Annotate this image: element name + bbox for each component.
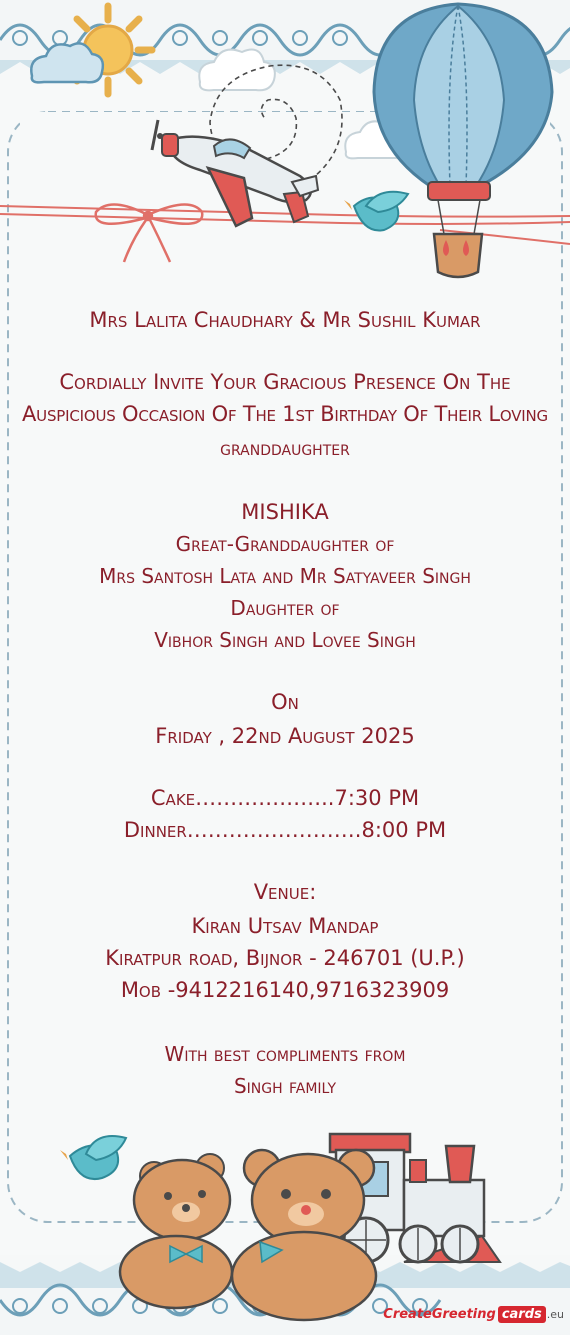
relation-daughter: Daughter of — [230, 596, 340, 620]
watermark-part-1: CreateGreeting — [383, 1306, 496, 1322]
watermark-part-3: .eu — [546, 1307, 564, 1321]
invite-line-2: Auspicious Occasion Of The 1st Birthday Of Their Loving — [22, 402, 548, 426]
venue-label: Venue: — [253, 880, 317, 904]
event-date: Friday , 22nd August 2025 — [155, 724, 415, 748]
great-grandparents-names: Mrs Santosh Lata and Mr Satyaveer Singh — [99, 564, 471, 588]
watermark-part-2: cards — [498, 1306, 546, 1323]
invite-line-1: Cordially Invite Your Gracious Presence On The — [59, 370, 511, 394]
invite-line-3: granddaughter — [220, 436, 350, 460]
venue-address: Kiratpur road, Bijnor - 246701 (U.P.) — [105, 946, 465, 970]
relation-great-granddaughter: Great-Granddaughter of — [175, 532, 395, 556]
site-watermark — [383, 1303, 564, 1325]
compliments-line: With best compliments from — [164, 1042, 406, 1066]
bird-bottom-icon — [60, 1136, 126, 1179]
child-name: MISHIKA — [241, 500, 329, 524]
hot-air-balloon-icon — [374, 4, 552, 277]
parents-names: Vibhor Singh and Lovee Singh — [154, 628, 416, 652]
hosts-line: Mrs Lalita Chaudhary & Mr Sushil Kumar — [89, 308, 481, 332]
family-name: Singh family — [233, 1074, 337, 1098]
venue-name: Kiran Utsav Mandap — [191, 914, 379, 938]
mobile-numbers: Mob -9412216140,9716323909 — [120, 978, 450, 1002]
teddy-bear-small-icon — [120, 1154, 232, 1308]
bow-icon — [96, 204, 203, 262]
on-label: On — [271, 690, 299, 714]
ribbon-string — [0, 206, 570, 244]
dinner-time: Dinner…………………….8:00 PM — [123, 818, 447, 842]
cake-time: Cake………………..7:30 PM — [150, 786, 420, 810]
